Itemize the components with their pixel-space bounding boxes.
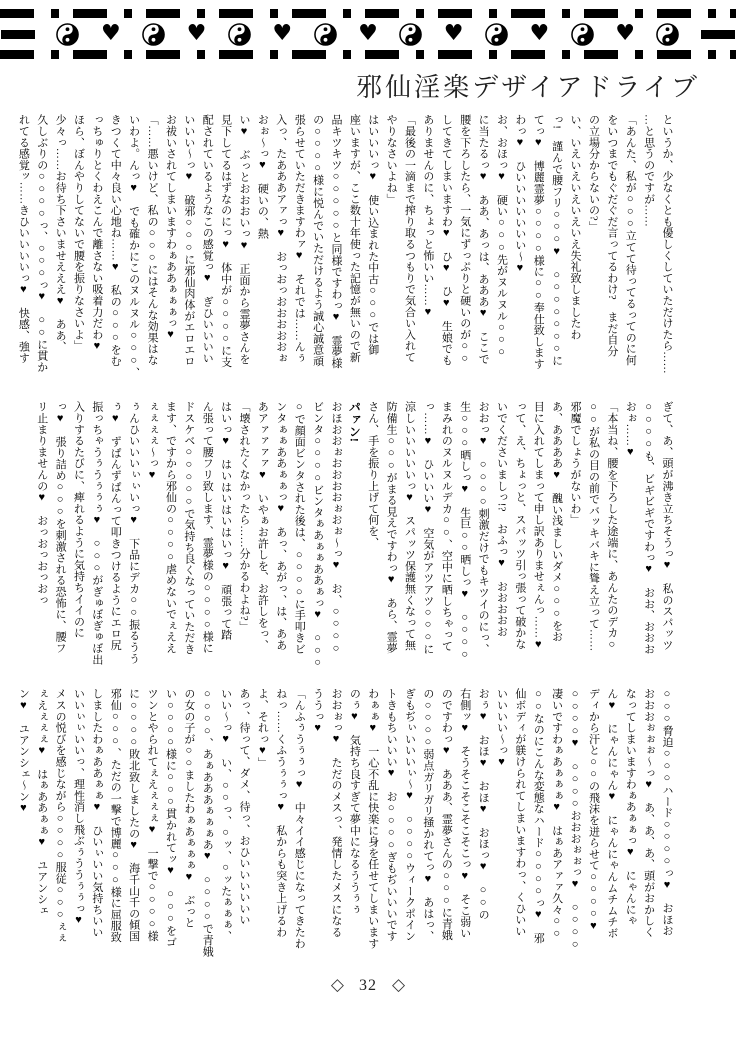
text-column: おほおおぉおおおおぉおぉ〜っ♥ お、○○○○ (329, 401, 342, 655)
text-column: はいいいっ♥ 使い込まれた中古○○○では御 (366, 114, 379, 356)
text-column: に○○○○敗北致しましたの♥ 海千山千の傾国 (127, 688, 140, 942)
text-column: ディから汗と○○の飛沫を迸らせて○○○○♥ (587, 688, 600, 933)
text-column: ○○が私の目の前でバッキバキに聳え立って…… (587, 401, 600, 652)
text-column: いでくださいましっ!? おふっ♥ おおおおお (495, 401, 508, 638)
text-column: …と思うのですが…… (642, 114, 655, 227)
border-icon-row (0, 22, 736, 46)
text-column: 生○○○晒しっ♥ 生巨○○晒しっ♥ ○○○○ (458, 401, 471, 661)
text-column: あアァァァァ♥ いやぁお許しを、お許しをっ、 (256, 401, 269, 651)
text-column: おおっ♥ ○○○○刺激だけでもキツイのにっ、 (477, 401, 490, 655)
text-column: のですわっ♥ あああ、霊夢さんの○○○に青娥 (440, 688, 453, 941)
text-column: してきてしまいますわ♥ ひ♥ ひ♥ 生娘でも (440, 114, 453, 366)
text-column: い、いえいえいえいえいえ失礼致しましたわ (569, 114, 582, 340)
yin-yang-icon (656, 23, 679, 46)
text-column: 腰を下ろしたら、一気にずっぷりと硬いのが○○ (458, 114, 471, 365)
text-column: 目に入れてしまって申し訳ありませぇんっ……♥ (532, 401, 545, 651)
yin-yang-icon (399, 23, 422, 46)
text-section-1 (8, 114, 676, 386)
text-column: わっ♥ ひいいいいいいい〜♥ (513, 114, 526, 275)
text-column: さん、手を振り上げて何を、 (366, 401, 379, 548)
heart-icon: ♥ (186, 21, 207, 46)
text-column: リ止まりませんの♥ おっおっおっおっ (35, 401, 48, 606)
text-column: いわよ。んっ♥ でも確かにこのヌルヌル○○○、 (127, 114, 140, 378)
text-column: っ! 謹んで腰フリ○○○♥ ○○○○○○○に (550, 114, 563, 367)
text-column: ほら、ぼんやりしてないで腰を振りなさいよ」 (72, 114, 85, 352)
text-section-3 (8, 688, 676, 960)
text-column: おぉ〜っ♥ 硬いの、熱 (256, 114, 269, 240)
text-column: ○○○○、あぁあああぁぁぁあ♥ ○○○○で青娥 (201, 688, 214, 957)
diamond-icon: ◇ (330, 975, 344, 995)
text-column: 品キツキツ○○○○○と同様ですわっ♥ 霊夢様 (329, 114, 342, 369)
text-column: い♥ ぶっとおおおいっ♥ 正面から霊夢さんを (238, 114, 251, 365)
text-column: パァン! (347, 401, 362, 443)
text-column: 邪仙○○○、ただの一撃で博麗○○○様に屈服致 (109, 688, 122, 943)
text-column: ぇぇぇぇ〜っ♥ (146, 401, 159, 482)
text-column: のぅ♥ 気持ち良すぎて夢中になるううぅぅ (348, 688, 361, 915)
text-column: ぎて、あ、頭が沸き立ちそうっ♥ 私のスパッツ (661, 401, 673, 651)
text-column: ぎもぢぃいいいぃ〜♥ ○○○○ウィークポイン (403, 688, 416, 942)
text-column: 「……悪いけど、私の○○○にはそんな効果はな (146, 114, 159, 366)
text-column: 「最後の一滴まで搾り取るつもりで気合い入れて (403, 114, 416, 363)
page-footer (0, 975, 736, 995)
yin-yang-icon (56, 23, 79, 46)
text-column: ねっ……くふうぅぅっ♥ 私からも突き上げるわ (274, 688, 287, 938)
heart-icon: ♥ (100, 21, 121, 46)
text-column: 少々っ……お待ち下さいませえええ♥ ああ、 (54, 114, 67, 353)
text-column: あ、ああああ♥ 醜い浅ましいダメ○○○をお (550, 401, 563, 643)
text-column: ○○○脅迫○○○ハード○○○○っ♥ おほお (661, 688, 673, 937)
text-column: 凄いですわぁあぁぁぁ♥ はぁあアァァ久々○○ (550, 688, 563, 940)
text-column: 「んふぅうぅぅっ♥ 中々イイ感じになってきたわ (293, 688, 306, 949)
text-column: なってしまいますわぁあぁぁっ♥ にゃんにゃ (624, 688, 637, 927)
yin-yang-icon (228, 23, 251, 46)
text-column: の立場分からないの?」 (587, 114, 600, 233)
text-column: ビンタ○○○○ビンタぁあぁぁああぁっ♥ ○○○ (311, 401, 324, 669)
text-column: というか、少なくとも優しくしていただけたら…… (661, 114, 673, 374)
text-column: ンタぁぁああぁぁっ♥ あっ、あがっ、は、ああ (274, 401, 287, 651)
text-column: トきもちいいい♥ お○○○○ぎもぢいいいです (385, 688, 398, 942)
heart-icon: ♥ (443, 21, 464, 46)
text-column: の○○○○様に悦んでいただけるよう誠心誠意頑 (311, 114, 324, 367)
heart-icon: ♥ (272, 21, 293, 46)
text-column: 「あんた、私が○○○立てて待ってるってのに何 (624, 114, 637, 366)
text-column: の女の子が○○ましたわぁあぁぁぁ♥ ぶっと (182, 688, 195, 929)
text-column: てっ♥ 博麗霊夢○○○○様に○○奉仕致します (532, 114, 545, 370)
text-column: をいつまでもぐだぐだ言ってるわけ? まだ自分 (605, 114, 618, 357)
yin-yang-icon (314, 23, 337, 46)
text-column: おぅ♥ おほ♥ おほ♥ おほっ♥ ○○の (477, 688, 490, 920)
yin-yang-icon (142, 23, 165, 46)
text-column: メスの悦びを感じながら○○○○服従○○○ぇぇ (54, 688, 67, 944)
text-column: しましたわぁああぁぁ♥ ひいぃいい気持ちいい (90, 688, 103, 938)
text-column: 邪魔でしょうがないわ」 (569, 401, 582, 526)
border-dash (701, 30, 735, 39)
border-dash (1, 30, 35, 39)
heart-icon: ♥ (615, 21, 635, 46)
doujin-page (0, 9, 736, 995)
text-column: いい〜っ♥ い、○○っ、○ッ、○ッたぁぁぁ、 (219, 688, 232, 942)
text-column: 入りするたびに、痺れるように気持ちイイのに (72, 401, 85, 639)
text-column: ぇえぇぇぇ♥ はぁああぁぁ♥ ユアンシェ (35, 688, 48, 916)
text-column: 涼しいいいいいっ♥ スパッツ保護無くなって無 (403, 401, 416, 651)
heart-icon: ♥ (358, 21, 378, 46)
text-column: お祓いされてしまいますわぁああぁぁぁっ♥ (164, 114, 177, 341)
text-column: あっ、待って、ダメ、待っ、おひいいいいいい (238, 688, 251, 926)
text-column: ○○○○も、ビギビギですわっ♥ おお、おおお (642, 401, 655, 655)
yin-yang-icon (485, 23, 508, 46)
text-column: いいい〜っ♥ 破邪○○○に邪仙肉体がエロエロ (182, 114, 195, 367)
text-column: はいっ♥ はいはいはいはいっ♥ 頑張って踏 (219, 401, 232, 641)
border-dashes-top (0, 9, 736, 18)
page-title: 邪仙淫楽デザイアドライブ (356, 72, 700, 102)
text-column: おおおぉぉぉ〜っ♥ あ、あ、あ、頭がおかしく (642, 688, 655, 938)
text-column: ○○なのにこんな変態なハード○○○○っ♥ 邪 (532, 688, 545, 944)
text-column: いいいい〜っ♥ (495, 688, 508, 769)
text-column: おぉ……♥ (624, 401, 637, 459)
text-column: ます、ですから邪仙の○○○○虐めないでぇええ (164, 401, 177, 654)
text-column: 見下してるはずなのにっ♥ 体中が○○○○に支 (219, 114, 232, 368)
text-column: っ……♥ ひいいい♥ 空気がアツアツ○○○に (421, 401, 434, 655)
text-column: っ♥ 張り詰め○○○を刺激される恐怖に、腰フ (54, 401, 67, 654)
text-column: 配されているようなこの感覚っ♥ ぎひいいいい (201, 114, 214, 364)
text-column: 「壊されたくなかったら……分かるわよね?」 (238, 401, 251, 633)
text-column: ぅんひいいいぃぃいっ♥ 下品にデカ○○振るうう (127, 401, 140, 664)
text-column: ツンとやられてぇえぇぇぇ♥ 一撃で○○○○様 (146, 688, 159, 942)
diamond-icon: ◇ (392, 975, 406, 995)
text-column: まみれのヌルヌルデカ○○、空中に晒しちゃって (440, 401, 453, 652)
text-column: お、おほっ♥ 硬い○○○先がヌルヌル○○○ (495, 114, 508, 359)
text-column: 座いますが、ここ数十年使った記憶が無いので新 (348, 114, 361, 363)
text-column: って、え、ちょっと、スパッツ引っ張って破かな (513, 401, 526, 650)
text-column: の○○○○弱点ガリガリ掻かれてっ♥ あはっ、 (421, 688, 434, 942)
text-column: わぁぁ♥ 一心不乱に快楽に身を任せてしまいます (366, 688, 379, 949)
text-column: ん張って腰フリ致します、霊夢様の○○○○様に (201, 401, 214, 654)
text-column: おおぉっ♥ ただのメスっ、発情したメスになる (329, 688, 342, 938)
text-column: 仙ボディが躾けられてしまいますわっ、くひいい (513, 688, 526, 937)
text-column: やりなさいよね」 (385, 114, 398, 205)
text-column: ううっ♥ (311, 688, 324, 735)
text-column: 右側ッ♥ そうそこそこそこそこっ♥ そこ弱い (458, 688, 471, 939)
text-section-2 (8, 401, 676, 673)
text-column: ぅ♥ ずぱんずぱんって叩きつけるようにエロ尻 (109, 401, 122, 651)
text-column: に当たるっ♥ ああ、あっは、あああ♥ ここで (477, 114, 490, 365)
text-column: れてる感覚ッ……きひいいいいっ♥ 快感、強す (17, 114, 30, 364)
text-column: っちゅりとくわえこんで離さない吸着力だわ♥ (90, 114, 103, 353)
text-column: ありませんのに、ちょっと怖いい……♥ (421, 114, 434, 319)
text-column: 「本当ね、腰を下ろした途端に、あんたのデカ○ (605, 401, 618, 651)
heart-icon: ♥ (529, 21, 550, 46)
text-column: 振っちゃうぅうぅぅぅ♥ ○○○がぎゅぼぎゅぼ出 (90, 401, 103, 665)
border-dashes-bottom (0, 50, 736, 59)
text-column: よ、それっ♥」 (256, 688, 269, 769)
text-column: 張らせていただきますわァ♥ それでは……んぅ (293, 114, 306, 364)
text-column: 防備生○○○がまる見えですわっ♥ あら、霊夢 (385, 401, 398, 654)
text-column: ドスケベ○○○○○で気持ち良くなっていただき (182, 401, 195, 655)
page-number: 32 (359, 977, 377, 994)
text-column: 久しぶりの○○○○っ、○○○っ♥ ○○に貫か (35, 114, 48, 373)
text-column: ン♥ ユアンシェ〜ン♥ (17, 688, 30, 815)
text-column: いいぃぃいいっ、理性消し飛ぶぅううぅぅっ♥ (72, 688, 85, 927)
yin-yang-icon (571, 23, 594, 46)
text-column: ○で顔面ビンタされた後は、○○○○に手叩きビ (293, 401, 306, 655)
text-column: きつくて中々良い心地ね……♥ 私の○○○をむ (109, 114, 122, 367)
decorative-border (0, 9, 736, 59)
text-column: い○○○○様に○○○貫かれてッ♥ ○○○をゴ (164, 688, 177, 948)
text-column: 入っ、たあああアァっ♥ おっおっおおおおおぉ (274, 114, 287, 364)
text-column: ○○○○♥ ○○○○おおおぉぉっ♥ ○○○○ (569, 688, 582, 951)
text-column: ん♥ にゃんにゃん♥ にゃんにゃんムチムチボ (605, 688, 618, 939)
